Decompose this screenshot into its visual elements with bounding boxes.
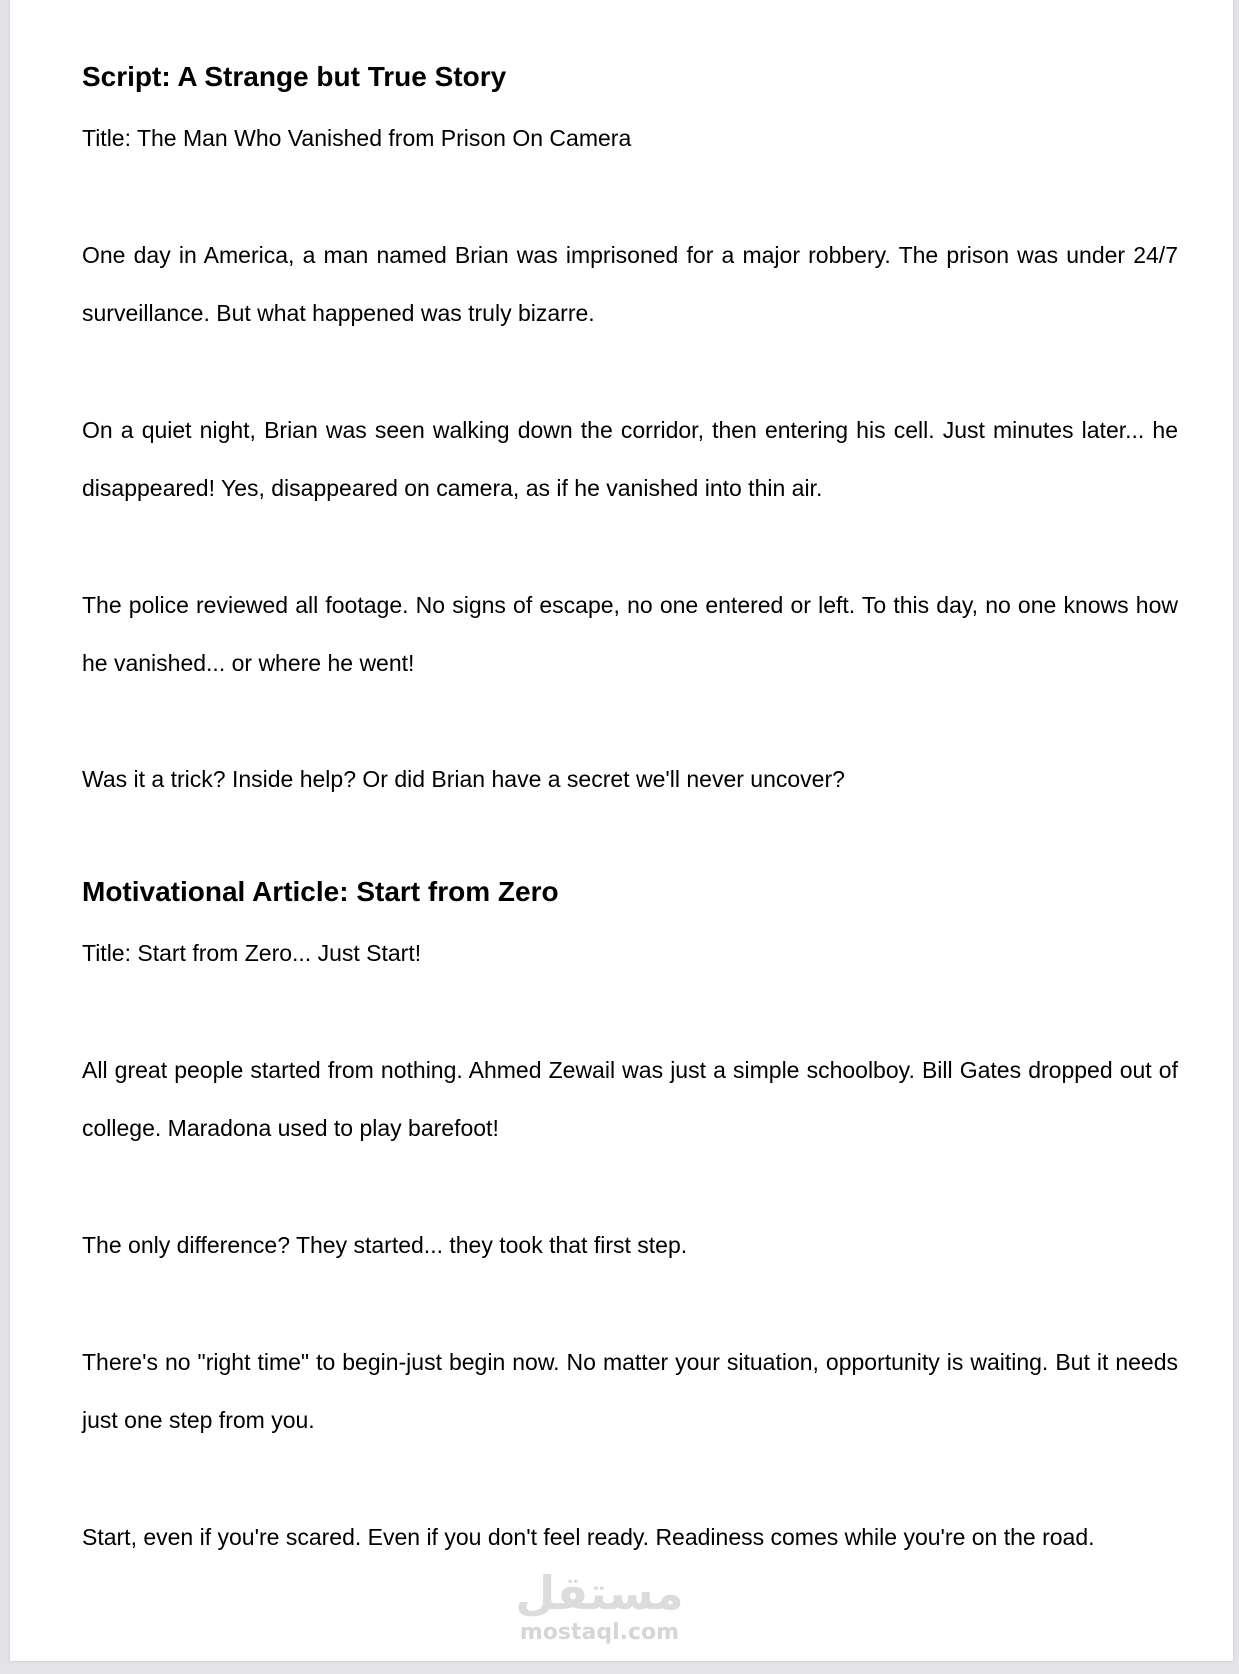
paragraph: Was it a trick? Inside help? Or did Brian have a secret we'll never uncover? (82, 766, 845, 792)
paragraph: All great people started from nothing. Ahmed Zewail was just a simple schoolboy. Bill Gates dropped out of college. Maradona used to play barefoot! (82, 1057, 1178, 1141)
paragraph: Start, even if you're scared. Even if you don't feel ready. Readiness comes while you're on the road. (82, 1524, 1095, 1550)
watermark-logo: مستقل (515, 1566, 684, 1620)
document-page (10, 0, 1233, 1661)
paragraph: One day in America, a man named Brian was imprisoned for a major robbery. The prison was under 24/7 surveillance. But what happened was truly bizarre. (82, 242, 1178, 326)
section-title-motivational: Title: Start from Zero... Just Start! (82, 940, 422, 966)
paragraph: The only difference? They started... they took that first step. (82, 1232, 688, 1258)
section-heading-script: Script: A Strange but True Story (82, 61, 507, 92)
paragraph: On a quiet night, Brian was seen walking down the corridor, then entering his cell. Just minutes later... he disappeared! Yes, disappeared on camera, as if he vanished into thin air. (82, 417, 1178, 501)
watermark-domain: mostaql.com (519, 1620, 680, 1645)
section-heading-motivational: Motivational Article: Start from Zero (82, 876, 559, 907)
paragraph: There's no "right time" to begin-just begin now. No matter your situation, opportunity is waiting. But it needs just one step from you. (82, 1349, 1178, 1433)
paragraph: The police reviewed all footage. No signs of escape, no one entered or left. To this day, no one knows how he vanished... or where he went! (82, 592, 1178, 676)
section-title-script: Title: The Man Who Vanished from Prison On Camera (82, 125, 632, 151)
